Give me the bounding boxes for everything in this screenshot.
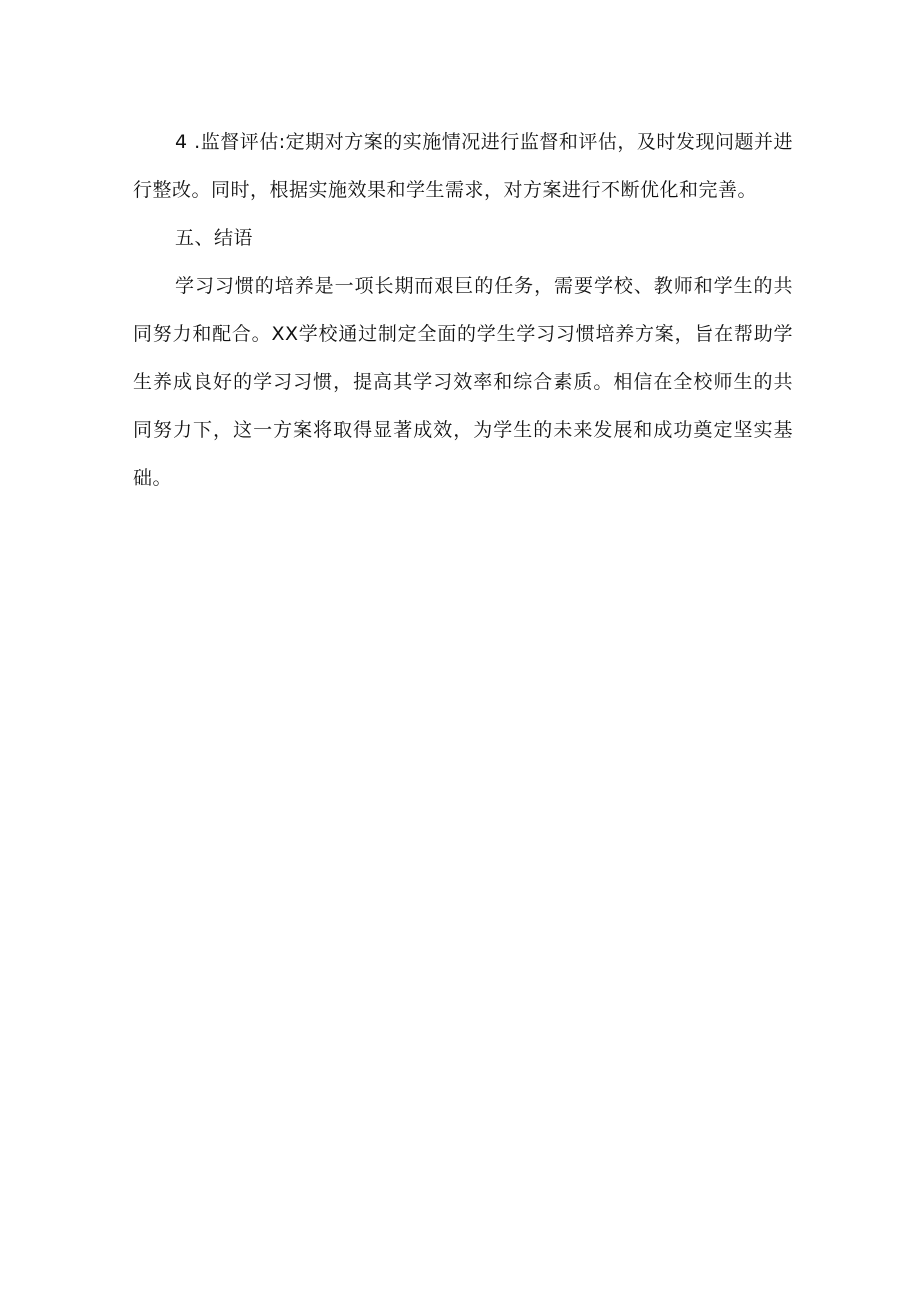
section-heading-conclusion: 五、结语 bbox=[175, 227, 254, 249]
document-body bbox=[133, 118, 793, 502]
paragraph-supervision-evaluation: 4 .监督评估:定期对方案的实施情况进行监督和评估，及时发现问题并进行整改。同时，根据实施效果和学生需求，对方案进行不断优化和完善。 bbox=[133, 131, 793, 201]
paragraph-conclusion: 学习习惯的培养是一项长期而艰巨的任务，需要学校、教师和学生的共同努力和配合。XX学校通过制定全面的学生学习习惯培养方案，旨在帮助学生养成良好的学习习惯，提高其学习效率和综合素质。相信在全校师生的共同努力下，这一方案将取得显著成效，为学生的未来发展和成功奠定坚实基础。 bbox=[133, 275, 793, 489]
